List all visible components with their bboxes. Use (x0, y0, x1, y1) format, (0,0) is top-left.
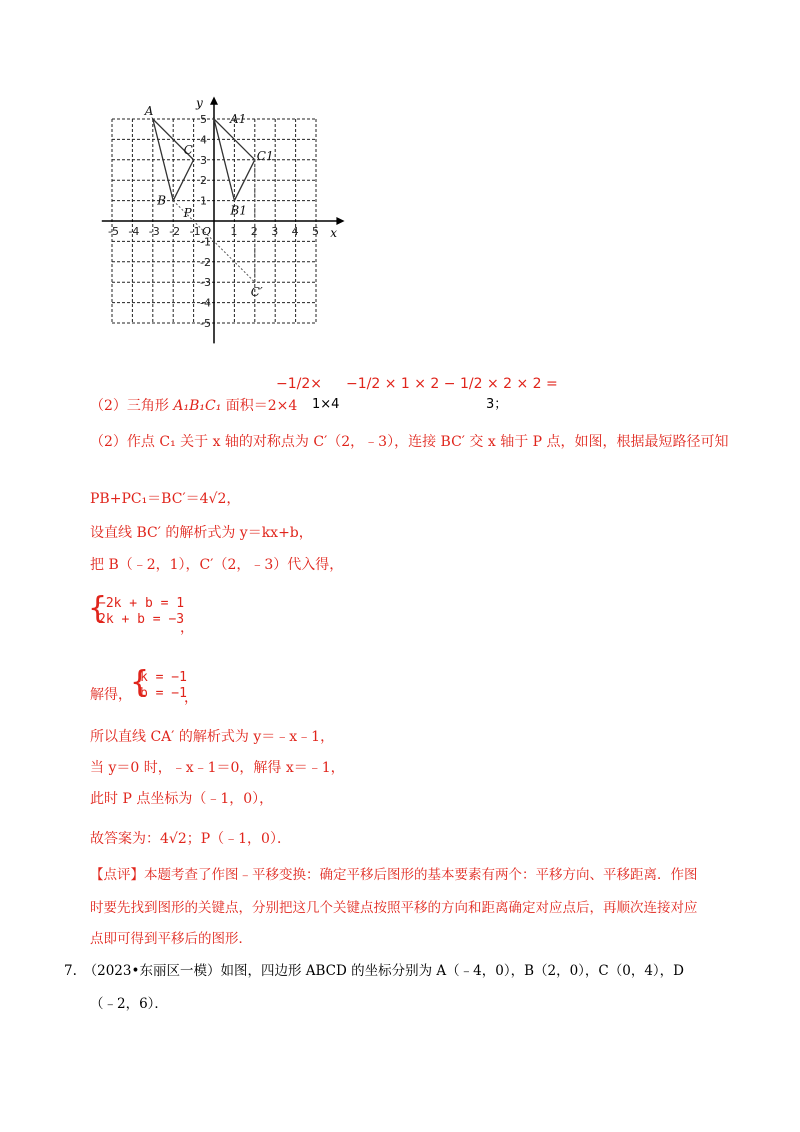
point-label-a1: A1 (230, 112, 247, 126)
x-tick-label: 5 (312, 225, 319, 238)
brace-2: { (130, 665, 150, 700)
sys1-eq2: 2k + b = −3 (98, 612, 185, 627)
x-tick-label: 3 (271, 225, 279, 238)
coordinate-graph (90, 92, 350, 347)
x-tick-label: -3 (148, 225, 160, 238)
text-line3: PB+PC₁＝BC′＝4√2， (90, 491, 241, 507)
text-line9: 故答案为：4√2；P（﹣1，0）． (90, 831, 291, 847)
y-tick-label: 2 (200, 174, 207, 188)
text-line7: 当 y＝0 时，﹣x﹣1＝0，解得 x＝﹣1， (90, 760, 345, 776)
x-tick-label: -5 (108, 225, 119, 238)
area-mid: 面积＝2×4 (221, 398, 298, 414)
x-axis-arrow (336, 217, 344, 225)
point-label-c: C (183, 142, 193, 157)
y-tick-label: -4 (200, 296, 211, 310)
text-line2: （2）作点 C₁ 关于 x 轴的对称点为 C′（2，﹣3），连接 BC′ 交 x 轴于 P 点，如图，根据最短路径可知 (90, 434, 729, 450)
sys1-eq1: −2k + b = 1 (98, 596, 185, 611)
point-label-b1: B1 (230, 203, 247, 218)
area-prefix: （2）三角形 (90, 398, 174, 414)
y-tick-label: -5 (200, 317, 211, 330)
y-tick-label: 4 (200, 133, 207, 147)
brace-1: { (88, 591, 108, 626)
comment-line2: 时要先找到图形的关键点，分别把这几个关键点按照平移的方向和距离确定对应点后，再顺次连接对应 (90, 900, 698, 916)
area-m2: 1×4 (312, 397, 340, 412)
y-tick-label: 3 (200, 153, 207, 167)
sys2-eq2: b = −1 (140, 686, 187, 701)
question7-line1: 7. （2023•东丽区一模）如图，四边形 ABCD 的坐标分别为 A（﹣4，0），B（2，0），C（0，4），D (64, 963, 685, 979)
point-label-cp: C′ (250, 285, 263, 300)
y-tick-label: -2 (200, 255, 211, 269)
y-tick-label: 5 (200, 113, 207, 126)
area-rest: −1/2 × 1 × 2 − 1/2 × 2 × 2 = (346, 376, 558, 392)
point-label-b: B (157, 193, 167, 208)
sys2-comma: ， (184, 690, 198, 706)
area-end: 3； (486, 397, 508, 412)
y-tick-label: -3 (200, 276, 211, 290)
point-labels (144, 104, 274, 299)
text-line6: 所以直线 CA′ 的解析式为 y＝﹣x﹣1， (90, 729, 335, 745)
x-tick-label: 2 (250, 225, 258, 238)
text-line8: 此时 P 点坐标为（﹣1，0）， (90, 791, 274, 807)
comment-line3: 点即可得到平移后的图形． (90, 931, 252, 947)
area-line (90, 396, 297, 416)
x-tick-label: 1 (230, 225, 238, 238)
comment-line1: 【点评】本题考查了作图﹣平移变换：确定平移后图形的基本要素有两个：平移方向、平移距离．作图 (90, 867, 698, 883)
question7-line2: （﹣2，6）． (90, 996, 168, 1012)
x-tick-label: 4 (291, 225, 299, 238)
x-tick-label: -1 (189, 225, 201, 238)
sys1-comma: ， (180, 620, 194, 636)
text-line4: 设直线 BC′ 的解析式为 y＝kx+b， (90, 525, 313, 541)
y-tick-label: -1 (200, 235, 211, 249)
x-tick-label: -4 (128, 225, 140, 238)
x-tick-label: -2 (169, 225, 181, 238)
tri-name: A₁B₁C₁ (173, 398, 222, 414)
area-frac1: −1/2× (276, 376, 322, 392)
solve-label: 解得， (90, 687, 132, 703)
sys2-eq1: k = −1 (140, 670, 187, 685)
point-label-a: A (144, 104, 154, 118)
origin-label: O (202, 225, 212, 238)
y-tick-label: 1 (200, 194, 207, 208)
text-line5: 把 B（﹣2，1），C′（2，﹣3）代入得， (90, 557, 344, 573)
y-axis-arrow (210, 97, 218, 105)
x-axis-label: x (330, 226, 338, 240)
point-label-c1: C1 (256, 148, 274, 163)
y-axis-label: y (196, 95, 203, 110)
point-label-p: P (183, 206, 192, 220)
axes (102, 96, 345, 344)
